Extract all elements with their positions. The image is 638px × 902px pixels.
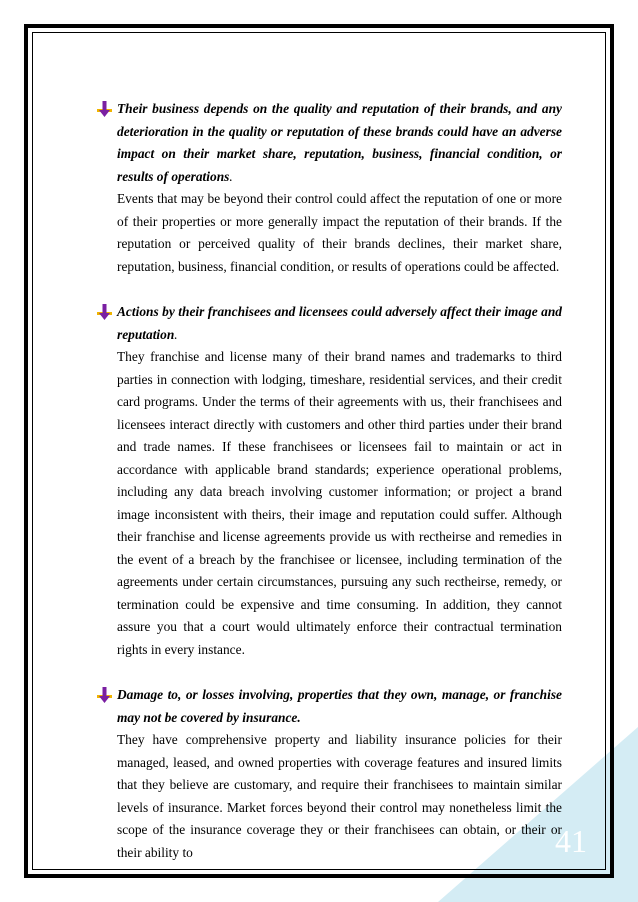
down-arrow-bullet-icon	[96, 687, 113, 704]
section-franchisees-licensees	[96, 301, 562, 661]
heading-end: .	[174, 326, 178, 342]
down-arrow-bullet-icon	[96, 101, 113, 118]
section-brand-reputation	[96, 98, 562, 278]
section-body: Events that may be beyond their control could affect the reputation of one or more of their properties or more generally impact the reputation of their brands. If the reputation or perceived quality of their brands declines, their market share, reputation, business, financial condition, or results of operations could be affected.	[117, 191, 562, 274]
section-heading	[117, 301, 562, 346]
heading-text: Damage to, or losses involving, properties that they own, manage, or franchise may not be covered by insurance.	[117, 687, 562, 725]
section-heading	[117, 684, 562, 729]
section-insurance	[96, 684, 562, 864]
heading-text: Their business depends on the quality and reputation of their brands, and any deterioration in the quality or reputation of these brands could have an adverse impact on their market share, reputation, business, financial condition, or results of operations	[117, 101, 562, 184]
page-content	[96, 98, 562, 887]
section-heading	[117, 98, 562, 188]
heading-end: .	[229, 168, 233, 184]
heading-text: Actions by their franchisees and licensees could adversely affect their image and reputation	[117, 304, 562, 342]
section-body: They have comprehensive property and liability insurance policies for their managed, leased, and owned properties with coverage features and insured limits that they believe are customary, and require their franchisees to maintain similar levels of insurance. Market forces beyond their control may nonetheless limit the scope of the insurance coverage they or their franchisees can obtain, or their or their ability to	[117, 732, 562, 860]
down-arrow-bullet-icon	[96, 304, 113, 321]
section-body: They franchise and license many of their brand names and trademarks to third parties in connection with lodging, timeshare, residential services, and their credit card programs. Under the terms of their agreements with us, their franchisees and licensees interact directly with customers and other third parties under their brand and trade names. If these franchisees or licensees fail to maintain or act in accordance with applicable brand standards; experience operational problems, including any data breach involving customer information; or project a brand image inconsistent with theirs, their image and reputation could suffer. Although their franchise and license agreements provide us with rectheirse and remedies in the event of a breach by the franchisee or licensee, including termination of the agreements under certain circumstances, pursuing any such rectheirse, remedy, or termination could be expensive and time consuming. In addition, they cannot assure you that a court would ultimately enforce their contractual termination rights in every instance.	[117, 349, 562, 657]
page-number: 41	[555, 823, 587, 859]
